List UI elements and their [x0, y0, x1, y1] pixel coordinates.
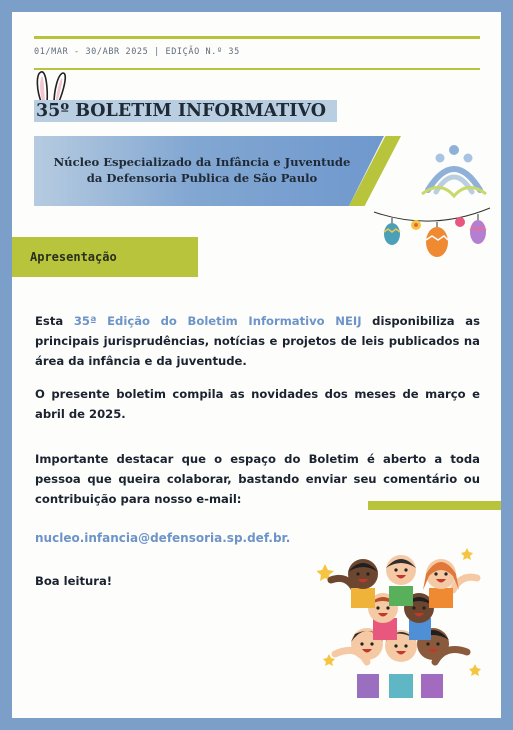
section-heading: Apresentação	[30, 250, 117, 264]
header-rule	[34, 68, 480, 70]
top-rule	[34, 36, 480, 39]
intro-text-end: disponibiliza as principais jurisprudências, notícias e projetos de leis publicados na área da infância e da juventude.	[35, 314, 480, 368]
collaboration-paragraph: Importante destacar que o espaço do Boletim é aberto a toda pessoa que queira colaborar, bastando enviar seu comentário ou contribuição para nosso e-mail:	[35, 452, 480, 506]
period-paragraph: O presente boletim compila as novidades dos meses de março e abril de 2025.	[35, 387, 480, 421]
easter-eggs-garland-icon	[372, 192, 492, 262]
intro-paragraph	[35, 311, 480, 371]
children-illustration-icon	[317, 534, 485, 702]
organization-subtitle	[42, 154, 362, 186]
edition-highlight: 35ª Edição do Boletim Informativo NEIJ	[73, 314, 362, 328]
green-accent-line	[368, 501, 501, 510]
intro-text-start: Esta	[35, 314, 74, 328]
closing-text: Boa leitura!	[35, 574, 113, 588]
subtitle-line-2: da Defensoria Publica de São Paulo	[86, 171, 318, 185]
page-title: 35º BOLETIM INFORMATIVO	[36, 101, 326, 121]
newsletter-page	[12, 12, 501, 718]
subtitle-line-1: Núcleo Especializado da Infância e Juventude	[53, 155, 351, 169]
contact-email-link[interactable]: nucleo.infancia@defensoria.sp.def.br.	[35, 531, 291, 545]
edition-info: 01/MAR - 30/ABR 2025 | EDIÇÃO N.º 35	[34, 47, 240, 57]
